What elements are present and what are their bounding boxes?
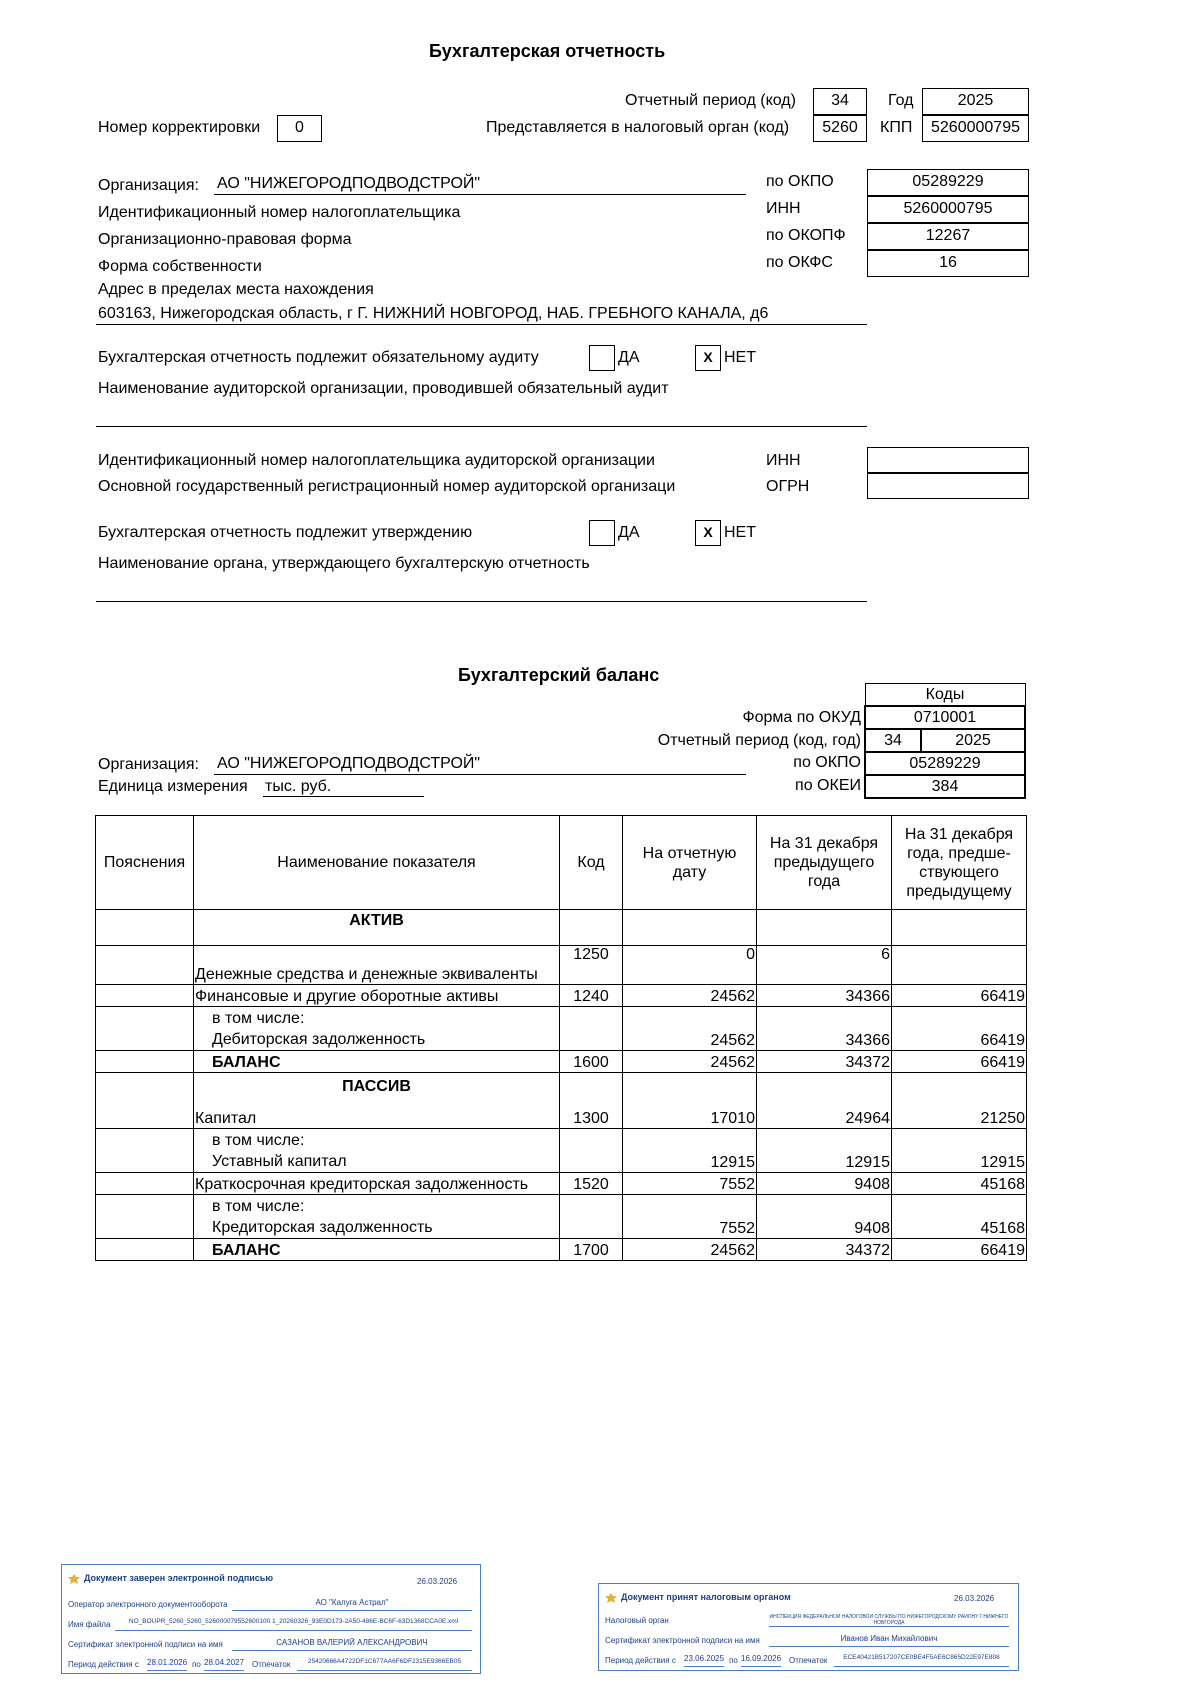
row-name: Уставный капитал bbox=[212, 1153, 347, 1170]
accepted-validity-label: Период действия bbox=[605, 1656, 670, 1665]
inn-field[interactable]: 5260000795 bbox=[867, 196, 1029, 223]
acceptance-stamp bbox=[598, 1583, 1019, 1671]
table-row bbox=[96, 1051, 1027, 1073]
table-row bbox=[96, 1007, 1027, 1051]
row-cur: 12915 bbox=[623, 1129, 757, 1173]
asset-section-title: АКТИВ bbox=[194, 910, 560, 946]
from-label: с bbox=[134, 1660, 139, 1669]
stamp-accepted-date: 26.03.2026 bbox=[954, 1594, 995, 1603]
okfs-label: по ОКФС bbox=[766, 254, 833, 271]
authority-value: ИНСПЕКЦИЯ ФЕДЕРАЛЬНОЙ НАЛОГОВОЙ СЛУЖБЫ ПО НИЖЕГОРОДСКОМУ РАЙОНУ Г.НИЖНЕГО НОВГОРОДА bbox=[769, 1614, 1009, 1626]
row-cur: 0 bbox=[623, 946, 757, 985]
table-row bbox=[96, 1239, 1027, 1261]
accepted-to-label: по bbox=[729, 1656, 738, 1665]
row-name: Капитал bbox=[195, 1110, 257, 1127]
audit-yes-checkbox[interactable] bbox=[589, 345, 615, 371]
correction-field[interactable]: 0 bbox=[277, 115, 322, 142]
file-value: NO_BOUPR_5260_5260_526000079552600100 1_20260326_93E0D173-2A50-486E-BC6F-63D1368CCA0E.xml bbox=[115, 1618, 472, 1631]
unit-label: Единица измерения bbox=[98, 778, 248, 795]
audit-no-label: НЕТ bbox=[724, 349, 756, 366]
row-prev: 34366 bbox=[757, 985, 892, 1007]
col-prev2: На 31 декабря года, предше- ствующего предыдущему bbox=[892, 816, 1027, 910]
audit-text: Бухгалтерская отчетность подлежит обязательному аудиту bbox=[98, 349, 539, 366]
row-code bbox=[560, 1129, 623, 1173]
stamp-signed-title: Документ заверен электронной подписью bbox=[84, 1573, 274, 1583]
seal-icon bbox=[68, 1574, 80, 1584]
approver-text: Наименование органа, утверждающего бухгалтерскую отчетность bbox=[98, 555, 590, 572]
balance-title: Бухгалтерский баланс bbox=[458, 665, 660, 685]
row-cur: 24562 bbox=[623, 1051, 757, 1073]
table-row bbox=[96, 946, 1027, 985]
authority-label: Налоговый орган bbox=[605, 1616, 669, 1625]
table-row bbox=[96, 985, 1027, 1007]
bal-period-code-field[interactable]: 34 bbox=[865, 729, 921, 752]
row-prev2: 45168 bbox=[892, 1195, 1027, 1239]
row-name: БАЛАНС bbox=[194, 1239, 560, 1261]
okpo-label: по ОКПО bbox=[766, 173, 834, 190]
accepted-thumbprint: ECE40421B517207CE0BE4F5AE6C865D22E97E808 bbox=[834, 1654, 1009, 1667]
auditor-name-text: Наименование аудиторской организации, проводившей обязательный аудит bbox=[98, 380, 669, 397]
row-code bbox=[560, 1007, 623, 1051]
address-label: Адрес в пределах места нахождения bbox=[98, 281, 374, 298]
including-label: в том числе: bbox=[212, 1010, 305, 1027]
row-cur: 24562 bbox=[623, 985, 757, 1007]
kpp-label: КПП bbox=[880, 119, 913, 136]
codes-table bbox=[864, 683, 1026, 799]
accepted-cert-owner: Иванов Иван Михайлович bbox=[769, 1634, 1009, 1647]
row-prev2: 66419 bbox=[892, 1239, 1027, 1261]
row-cur: 24562 bbox=[623, 1239, 757, 1261]
row-cur: 24562 bbox=[623, 1007, 757, 1051]
auditor-inn-text: Идентификационный номер налогоплательщика аудиторской организации bbox=[98, 452, 655, 469]
approver-line bbox=[96, 581, 867, 602]
seal-icon bbox=[605, 1593, 617, 1603]
row-prev2 bbox=[892, 946, 1027, 985]
row-prev: 9408 bbox=[757, 1195, 892, 1239]
file-label: Имя файла bbox=[68, 1620, 111, 1629]
okopf-label: по ОКОПФ bbox=[766, 227, 846, 244]
okfs-field[interactable]: 16 bbox=[867, 250, 1029, 277]
row-name: БАЛАНС bbox=[194, 1051, 560, 1073]
address: 603163, Нижегородская область, г Г. НИЖНИЙ НОВГОРОД, НАБ. ГРЕБНОГО КАНАЛА, д6 bbox=[98, 305, 769, 322]
opf-text: Организационно-правовая форма bbox=[98, 231, 352, 248]
cert-label: Сертификат электронной подписи на имя bbox=[68, 1640, 223, 1649]
year-field[interactable]: 2025 bbox=[922, 88, 1029, 115]
signature-stamp bbox=[61, 1564, 481, 1674]
period-label: Отчетный период (код) bbox=[625, 92, 796, 109]
stamp-signed-date: 26.03.2026 bbox=[417, 1577, 458, 1586]
row-cur: 7552 bbox=[623, 1195, 757, 1239]
row-name: Дебиторская задолженность bbox=[212, 1031, 426, 1048]
tax-org-field[interactable]: 5260 bbox=[813, 115, 867, 142]
codes-header: Коды bbox=[865, 684, 1025, 707]
okud-label: Форма по ОКУД bbox=[742, 709, 861, 726]
row-prev2: 66419 bbox=[892, 1051, 1027, 1073]
okei-label: по ОКЕИ bbox=[795, 777, 861, 794]
row-prev2: 45168 bbox=[892, 1173, 1027, 1195]
row-name: Краткосрочная кредиторская задолженность bbox=[194, 1173, 560, 1195]
row-code: 1520 bbox=[560, 1173, 623, 1195]
table-row bbox=[96, 1195, 1027, 1239]
unit-value: тыс. руб. bbox=[265, 778, 332, 795]
row-code: 1300 bbox=[560, 1073, 623, 1129]
row-prev: 6 bbox=[757, 946, 892, 985]
to-label: по bbox=[192, 1660, 201, 1669]
approval-no-checkbox[interactable]: X bbox=[695, 520, 721, 546]
bal-okpo-field[interactable]: 05289229 bbox=[865, 752, 1025, 775]
bal-period-label: Отчетный период (код, год) bbox=[657, 732, 861, 749]
col-prev: На 31 декабря предыдущего года bbox=[757, 816, 892, 910]
inn-label: ИНН bbox=[766, 200, 801, 217]
audit-no-checkbox[interactable]: X bbox=[695, 345, 721, 371]
including-label: в том числе: bbox=[212, 1198, 305, 1215]
row-prev2: 66419 bbox=[892, 1007, 1027, 1051]
bal-org-name: АО "НИЖЕГОРОДПОДВОДСТРОЙ" bbox=[217, 755, 481, 772]
col-current: На отчетную дату bbox=[623, 816, 757, 910]
accepted-valid-to: 16.09.2026 bbox=[741, 1654, 781, 1667]
row-code: 1700 bbox=[560, 1239, 623, 1261]
table-row bbox=[96, 1073, 1027, 1129]
stamp-accepted-title: Документ принят налоговым органом bbox=[621, 1592, 791, 1602]
inn-text: Идентификационный номер налогоплательщика bbox=[98, 204, 461, 221]
accepted-from-label: с bbox=[671, 1656, 676, 1665]
row-code: 1240 bbox=[560, 985, 623, 1007]
row-prev: 24964 bbox=[757, 1073, 892, 1129]
auditor-inn-label: ИНН bbox=[766, 452, 801, 469]
auditor-inn-field[interactable] bbox=[867, 447, 1029, 473]
accepted-cert-label: Сертификат электронной подписи на имя bbox=[605, 1636, 760, 1645]
org-name: АО "НИЖЕГОРОДПОДВОДСТРОЙ" bbox=[217, 175, 481, 192]
ownership-text: Форма собственности bbox=[98, 258, 262, 275]
approval-no-label: НЕТ bbox=[724, 524, 756, 541]
report-title: Бухгалтерская отчетность bbox=[429, 41, 666, 61]
org-label: Организация: bbox=[98, 177, 199, 194]
balance-table bbox=[95, 815, 1027, 1261]
valid-from: 28.01.2026 bbox=[147, 1658, 187, 1671]
okud-field[interactable]: 0710001 bbox=[865, 706, 1025, 729]
col-code: Код bbox=[560, 816, 623, 910]
auditor-ogrn-label: ОГРН bbox=[766, 478, 810, 495]
col-name: Наименование показателя bbox=[194, 816, 560, 910]
thumbprint: 25420666A4722DF1C677AA6F6DF2315E9366EB05 bbox=[297, 1658, 472, 1671]
cert-owner: САЗАНОВ ВАЛЕРИЙ АЛЕКСАНДРОВИЧ bbox=[232, 1638, 472, 1651]
row-code: 1600 bbox=[560, 1051, 623, 1073]
including-label: в том числе: bbox=[212, 1132, 305, 1149]
kpp-field[interactable]: 5260000795 bbox=[922, 115, 1029, 142]
liab-section-title: ПАССИВ bbox=[342, 1078, 411, 1095]
row-prev: 9408 bbox=[757, 1173, 892, 1195]
row-cur: 7552 bbox=[623, 1173, 757, 1195]
approval-text: Бухгалтерская отчетность подлежит утверждению bbox=[98, 524, 473, 541]
auditor-ogrn-field[interactable] bbox=[867, 473, 1029, 499]
row-prev: 34366 bbox=[757, 1007, 892, 1051]
approval-yes-label: ДА bbox=[618, 524, 640, 541]
audit-yes-label: ДА bbox=[618, 349, 640, 366]
row-name: Кредиторская задолженность bbox=[212, 1219, 433, 1236]
row-prev: 12915 bbox=[757, 1129, 892, 1173]
table-row bbox=[96, 1173, 1027, 1195]
okei-field[interactable]: 384 bbox=[865, 775, 1025, 798]
year-label: Год bbox=[888, 92, 914, 109]
row-prev2: 21250 bbox=[892, 1073, 1027, 1129]
bal-okpo-label: по ОКПО bbox=[793, 754, 861, 771]
bal-org-label: Организация: bbox=[98, 756, 199, 773]
bal-period-year-field[interactable]: 2025 bbox=[921, 729, 1025, 752]
accepted-thumb-label: Отпечаток bbox=[789, 1656, 828, 1665]
row-cur: 17010 bbox=[623, 1073, 757, 1129]
row-prev2: 12915 bbox=[892, 1129, 1027, 1173]
accepted-valid-from: 23.06.2025 bbox=[684, 1654, 724, 1667]
auditor-name-line bbox=[96, 406, 867, 427]
valid-to: 28.04.2027 bbox=[204, 1658, 244, 1671]
okpo-field[interactable]: 05289229 bbox=[867, 169, 1029, 196]
thumb-label: Отпечаток bbox=[252, 1660, 291, 1669]
validity-label: Период действия bbox=[68, 1660, 133, 1669]
operator-value: АО "Калуга Астрал" bbox=[232, 1598, 472, 1611]
row-prev: 34372 bbox=[757, 1239, 892, 1261]
operator-label: Оператор электронного документооборота bbox=[68, 1600, 228, 1609]
approval-yes-checkbox[interactable] bbox=[589, 520, 615, 546]
okopf-field[interactable]: 12267 bbox=[867, 223, 1029, 250]
row-name: Денежные средства и денежные эквиваленты bbox=[194, 946, 560, 985]
row-code: 1250 bbox=[560, 946, 623, 985]
correction-label: Номер корректировки bbox=[98, 119, 261, 136]
col-notes: Пояснения bbox=[96, 816, 194, 910]
auditor-ogrn-text: Основной государственный регистрационный номер аудиторской организаци bbox=[98, 478, 676, 495]
row-code bbox=[560, 1195, 623, 1239]
period-code-field[interactable]: 34 bbox=[813, 88, 867, 115]
tax-org-label: Представляется в налоговый орган (код) bbox=[486, 119, 790, 136]
row-prev: 34372 bbox=[757, 1051, 892, 1073]
row-name: Финансовые и другие оборотные активы bbox=[194, 985, 560, 1007]
row-prev2: 66419 bbox=[892, 985, 1027, 1007]
table-row bbox=[96, 1129, 1027, 1173]
